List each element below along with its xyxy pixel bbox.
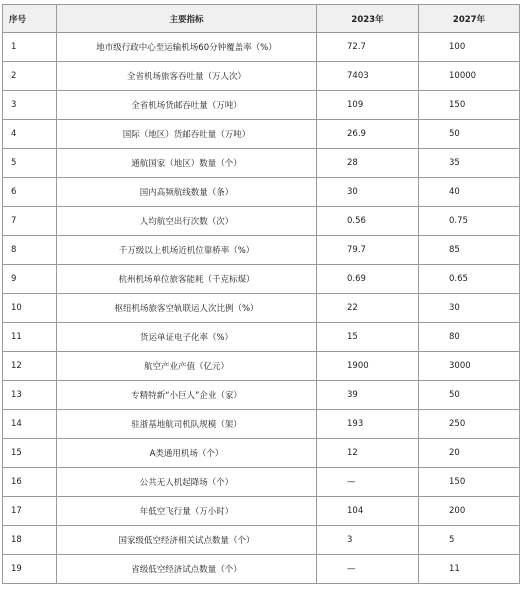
cell-seq: 14 [3,410,57,439]
cell-indicator: 杭州机场单位旅客能耗（千克标煤） [57,265,317,294]
table-row [3,207,520,236]
header-2023: 2023年 [317,5,419,33]
cell-seq: 5 [3,149,57,178]
cell-2023: 193 [317,410,419,439]
cell-2023: 22 [317,294,419,323]
table-row [3,91,520,120]
table-row [3,33,520,62]
cell-seq: 16 [3,468,57,497]
header-2027: 2027年 [419,5,520,33]
table-row [3,323,520,352]
cell-indicator: 全省机场货邮吞吐量（万吨） [57,91,317,120]
cell-indicator: 千万级以上机场近机位靠桥率（%） [57,236,317,265]
cell-2027: 150 [419,468,520,497]
cell-indicator: 通航国家（地区）数量（个） [57,149,317,178]
table-row [3,236,520,265]
cell-2027: 250 [419,410,520,439]
cell-2023: 104 [317,497,419,526]
cell-indicator: 全省机场旅客吞吐量（万人次） [57,62,317,91]
cell-seq: 15 [3,439,57,468]
cell-indicator: 驻浙基地航司机队规模（架） [57,410,317,439]
cell-2027: 0.75 [419,207,520,236]
cell-2027: 50 [419,120,520,149]
cell-2027: 30 [419,294,520,323]
cell-2023: 39 [317,381,419,410]
cell-indicator: 公共无人机起降场（个） [57,468,317,497]
cell-seq: 10 [3,294,57,323]
cell-2027: 10000 [419,62,520,91]
cell-seq: 12 [3,352,57,381]
cell-2023: 12 [317,439,419,468]
cell-2023: 0.69 [317,265,419,294]
table-row [3,149,520,178]
cell-2023: 3 [317,526,419,555]
cell-seq: 19 [3,555,57,584]
table-row [3,120,520,149]
table-row [3,497,520,526]
cell-seq: 18 [3,526,57,555]
cell-2023: 109 [317,91,419,120]
cell-2023: 7403 [317,62,419,91]
cell-seq: 1 [3,33,57,62]
table-row [3,178,520,207]
cell-seq: 13 [3,381,57,410]
cell-2023: 1900 [317,352,419,381]
cell-2027: 11 [419,555,520,584]
cell-indicator: 省级低空经济试点数量（个） [57,555,317,584]
cell-seq: 9 [3,265,57,294]
table-row [3,526,520,555]
cell-indicator: 地市级行政中心至运输机场60分钟覆盖率（%） [57,33,317,62]
cell-2023: 28 [317,149,419,178]
cell-2023: — [317,468,419,497]
cell-indicator: 年低空飞行量（万小时） [57,497,317,526]
cell-2023: 0.56 [317,207,419,236]
table-row [3,265,520,294]
table-row [3,410,520,439]
cell-2027: 5 [419,526,520,555]
table-row [3,439,520,468]
table-row [3,294,520,323]
header-seq: 序号 [3,5,57,33]
cell-indicator: 国际（地区）货邮吞吐量（万吨） [57,120,317,149]
cell-2027: 3000 [419,352,520,381]
table-row [3,468,520,497]
table-row [3,352,520,381]
cell-2027: 100 [419,33,520,62]
cell-indicator: 货运单证电子化率（%） [57,323,317,352]
cell-indicator: 国家级低空经济相关试点数量（个） [57,526,317,555]
cell-2023: 30 [317,178,419,207]
cell-indicator: 航空产业产值（亿元） [57,352,317,381]
cell-indicator: 枢纽机场旅客空轨联运人次比例（%） [57,294,317,323]
cell-indicator: 国内高频航线数量（条） [57,178,317,207]
cell-seq: 17 [3,497,57,526]
header-indicator: 主要指标 [57,5,317,33]
cell-indicator: A类通用机场（个） [57,439,317,468]
cell-2027: 50 [419,381,520,410]
table-header-row [3,5,520,33]
cell-2023: 15 [317,323,419,352]
cell-2027: 20 [419,439,520,468]
cell-2027: 40 [419,178,520,207]
cell-seq: 6 [3,178,57,207]
table-row [3,62,520,91]
cell-seq: 4 [3,120,57,149]
cell-2023: 79.7 [317,236,419,265]
cell-2027: 150 [419,91,520,120]
table-row [3,555,520,584]
cell-2027: 85 [419,236,520,265]
cell-seq: 2 [3,62,57,91]
cell-2027: 80 [419,323,520,352]
cell-seq: 3 [3,91,57,120]
cell-seq: 7 [3,207,57,236]
cell-2023: 72.7 [317,33,419,62]
cell-2027: 200 [419,497,520,526]
table-row [3,381,520,410]
cell-seq: 11 [3,323,57,352]
cell-2023: — [317,555,419,584]
cell-indicator: 人均航空出行次数（次） [57,207,317,236]
cell-2027: 35 [419,149,520,178]
cell-2023: 26.9 [317,120,419,149]
cell-seq: 8 [3,236,57,265]
cell-2027: 0.65 [419,265,520,294]
indicators-table [2,4,520,584]
cell-indicator: 专精特新“小巨人”企业（家） [57,381,317,410]
